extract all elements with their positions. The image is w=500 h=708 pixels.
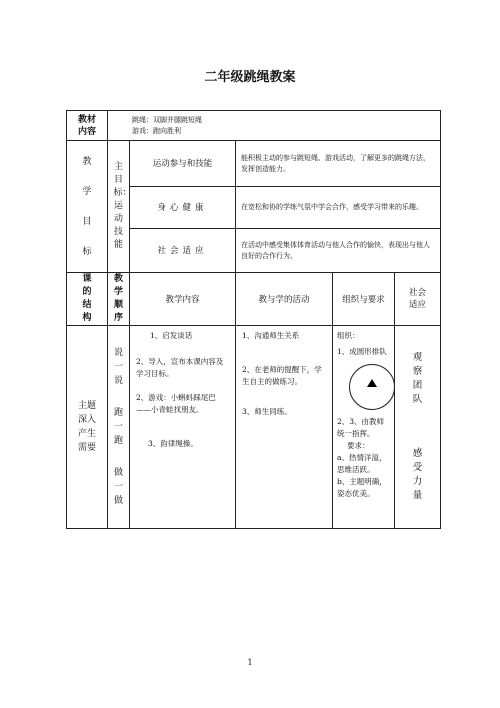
page-number: 1	[247, 658, 253, 667]
structure-header-cell	[67, 273, 108, 326]
order-cell	[108, 326, 130, 529]
content-cell	[108, 111, 441, 141]
teaching-content-header: 教学内容	[130, 273, 236, 326]
content-header: 教材内容	[77, 114, 96, 137]
activity-item-2: 2、在老师的提醒下，学生自主的做练习。	[242, 365, 322, 386]
teaching-content-cell	[130, 326, 236, 529]
social-item-1: 观察团队	[412, 352, 423, 405]
objective-label-3: 社会适应	[130, 229, 236, 273]
objective-label-2: 身心健康	[130, 187, 236, 229]
social-item-2: 感受力量	[412, 448, 423, 501]
organization-header: 组织与要求	[333, 273, 395, 326]
structure-header: 课的结构	[82, 274, 92, 323]
content-item-4: 3、韵律绳操。	[148, 439, 198, 448]
activities-header: 教与学的活动	[236, 273, 333, 326]
objectives-header-cell	[67, 141, 108, 273]
objective-text-2: 在宽松和协的学练气氛中学会合作，感受学习带来的乐趣。	[236, 187, 441, 229]
content-line-1: 跳绳：双脚并腿跳短绳	[132, 115, 202, 124]
requirement-a: a、热情洋溢，思维活跃。	[337, 453, 387, 474]
activities-cell	[236, 326, 333, 529]
organization-line-2: 2、3、由教师统一指挥。	[337, 417, 385, 438]
formation-circle-icon	[349, 364, 395, 410]
requirement-b: b、主题明确，姿态优美。	[337, 477, 387, 498]
social-cell	[395, 326, 441, 529]
objective-label-1: 运动参与和技能	[130, 141, 236, 187]
objectives-header: 教学目标	[82, 156, 92, 257]
content-header-cell	[67, 111, 108, 141]
structure-text: 主题深入产生需要	[77, 401, 96, 453]
order-header-cell	[108, 273, 130, 326]
social-header-cell	[395, 273, 441, 326]
requirements-label: 要求：	[347, 441, 370, 450]
main-objective-label: 主目标：运动技能	[113, 162, 132, 250]
lesson-plan-table	[66, 110, 441, 529]
order-1: 说一说	[113, 348, 123, 386]
order-3: 做一做	[113, 468, 123, 506]
social-header: 社会适应	[409, 288, 427, 310]
content-line-2: 游戏：跑向胜利	[132, 126, 181, 135]
order-header: 教学顺序	[113, 274, 123, 323]
objective-text-3: 在活动中感受集体体育活动与他人合作的愉快，表现出与他人良好的合作行为。	[236, 229, 441, 273]
main-objective-cell	[108, 141, 130, 273]
page-title: 二年级跳绳教案	[204, 70, 296, 85]
activity-item-1: 1、沟通师生关系	[242, 331, 300, 340]
organization-label: 组织：	[337, 331, 360, 340]
organization-cell	[333, 326, 395, 529]
content-item-2: 2、导入，宣布本课内容及学习目标。	[136, 357, 224, 378]
structure-cell	[67, 326, 108, 529]
activity-item-3: 3、师生同练。	[242, 407, 292, 416]
content-item-1: 1、启发谈话	[150, 331, 193, 340]
content-item-3: 2、游戏：小蝌蚪踩尾巴——小青蛙找朋友。	[136, 393, 216, 414]
order-2: 跑一跑	[113, 408, 123, 446]
teacher-triangle-icon	[367, 379, 377, 387]
objective-text-1: 能积极主动的参与跳短绳、游戏活动，了解更多的跳绳方法，发挥创造能力。	[236, 141, 441, 187]
organization-line-1: 1、成圆形排队	[337, 347, 387, 356]
